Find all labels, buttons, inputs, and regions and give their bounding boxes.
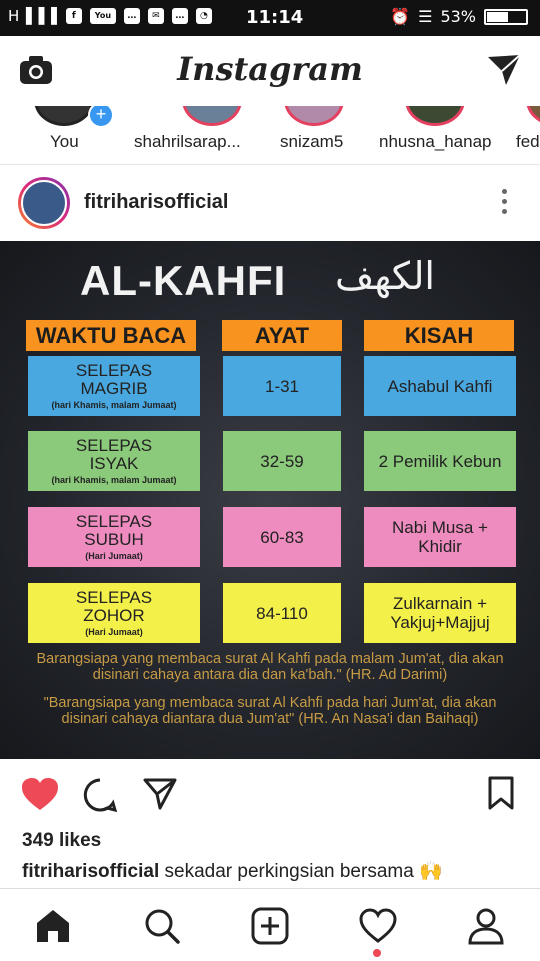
story-label: fed [516, 132, 540, 151]
post-username[interactable]: fitriharisofficial [84, 191, 229, 213]
signal-indicator: H▐▐▐ [8, 7, 58, 25]
battery-icon [484, 9, 528, 25]
row-3-ayat [223, 507, 341, 567]
status-bar [0, 0, 540, 36]
story-avatar[interactable] [284, 106, 344, 126]
ayat-value: 84-110 [256, 603, 308, 623]
alarm-icon: ⏰ [390, 7, 411, 26]
story-label: nhusna_hanap [379, 132, 492, 151]
poster-title: AL-KAHFI [80, 257, 287, 304]
story-avatar[interactable] [34, 106, 94, 126]
header-waktu-baca: WAKTU BACA [26, 320, 196, 351]
post-header [0, 165, 540, 241]
post-actions [0, 760, 540, 826]
status-right [390, 7, 528, 26]
header-kisah: KISAH [364, 320, 514, 351]
header-ayat: AYAT [222, 320, 342, 351]
story-avatar[interactable] [405, 106, 465, 126]
row-4-time [28, 583, 200, 643]
kisah-value: Zulkarnain + Yakjuj+Majjuj [390, 594, 490, 632]
time-note: (Hari Jumaat) [85, 551, 143, 561]
chat-notification-icon: … [172, 8, 188, 24]
kisah-value: 2 Pemilik Kebun [378, 451, 502, 471]
likes-count[interactable]: 349 likes [22, 830, 102, 851]
add-story-icon[interactable]: + [88, 106, 114, 128]
caption-text: sekadar perkingsian bersama 🙌 [164, 861, 443, 882]
row-3-kisah [364, 507, 516, 567]
row-4-kisah [364, 583, 516, 643]
gmail-notification-icon: ✉ [148, 8, 164, 24]
time-note: (Hari Jumaat) [85, 627, 143, 637]
row-2-ayat [223, 431, 341, 491]
time-label: SELEPAS MAGRIB [75, 361, 153, 398]
hadith-quote-1: Barangsiapa yang membaca surat Al Kahfi pada malam Jum'at, dia akan disinari cahaya antara dia dan ka'bah." (HR. Ad Darimi) [36, 651, 504, 683]
time-label: SELEPAS ISYAK [75, 436, 153, 473]
status-time: 11:14 [246, 7, 304, 28]
share-icon[interactable] [142, 777, 178, 811]
stories-tray [0, 106, 540, 165]
post-caption [22, 859, 443, 883]
caption-username[interactable]: fitriharisofficial [22, 861, 160, 882]
post-image[interactable] [0, 241, 540, 759]
status-left [8, 7, 212, 25]
wifi-icon: ☰ [418, 7, 433, 26]
comment-icon[interactable] [82, 777, 118, 813]
more-options-icon[interactable] [502, 189, 510, 219]
story-label: You [50, 132, 79, 151]
story-label: snizam5 [280, 132, 344, 151]
facebook-notification-icon: f [66, 8, 82, 24]
row-1-time [28, 356, 200, 416]
kisah-value: Nabi Musa + Khidir [392, 518, 488, 556]
post-avatar[interactable] [18, 177, 70, 229]
bookmark-icon[interactable] [486, 775, 516, 811]
activity-notification-dot [373, 949, 381, 957]
instagram-logo: Instagram [177, 50, 363, 88]
app-header [0, 36, 540, 106]
time-label: SELEPAS ZOHOR [75, 588, 153, 625]
clock-notification-icon: ◔ [196, 8, 212, 24]
time-note: (hari Khamis, malam Jumaat) [51, 400, 177, 410]
arabic-calligraphy [320, 247, 450, 303]
profile-icon[interactable] [465, 905, 507, 947]
bottom-navigation [0, 888, 540, 961]
avatar-image [21, 180, 67, 226]
arabic-title-text: الكهف [335, 254, 435, 298]
ayat-value: 32-59 [260, 451, 304, 471]
like-icon[interactable] [20, 776, 60, 812]
story-label: shahrilsarap... [134, 132, 241, 151]
row-1-ayat [223, 356, 341, 416]
direct-message-icon[interactable] [486, 53, 522, 87]
search-icon[interactable] [141, 905, 183, 947]
row-4-ayat [223, 583, 341, 643]
story-avatar[interactable] [182, 106, 242, 126]
activity-icon[interactable] [357, 905, 399, 947]
ayat-value: 60-83 [260, 527, 304, 547]
time-note: (hari Khamis, malam Jumaat) [51, 475, 177, 485]
time-label: SELEPAS SUBUH [75, 512, 153, 549]
story-avatar[interactable] [526, 106, 540, 126]
ayat-value: 1-31 [264, 376, 300, 396]
kisah-value: Ashabul Kahfi [387, 376, 493, 396]
battery-percent: 53% [440, 7, 476, 26]
hadith-quote-2: "Barangsiapa yang membaca surat Al Kahfi pada hari Jum'at, dia akan disinari cahaya diantara dua Jum'at" (HR. An Nasa'i dan Baihaqi) [43, 695, 497, 727]
youtube-notification-icon: You [90, 8, 116, 24]
row-2-time [28, 431, 200, 491]
home-icon[interactable] [32, 905, 74, 947]
messenger-notification-icon: … [124, 8, 140, 24]
add-post-icon[interactable] [249, 905, 291, 947]
row-2-kisah [364, 431, 516, 491]
row-1-kisah [364, 356, 516, 416]
row-3-time [28, 507, 200, 567]
